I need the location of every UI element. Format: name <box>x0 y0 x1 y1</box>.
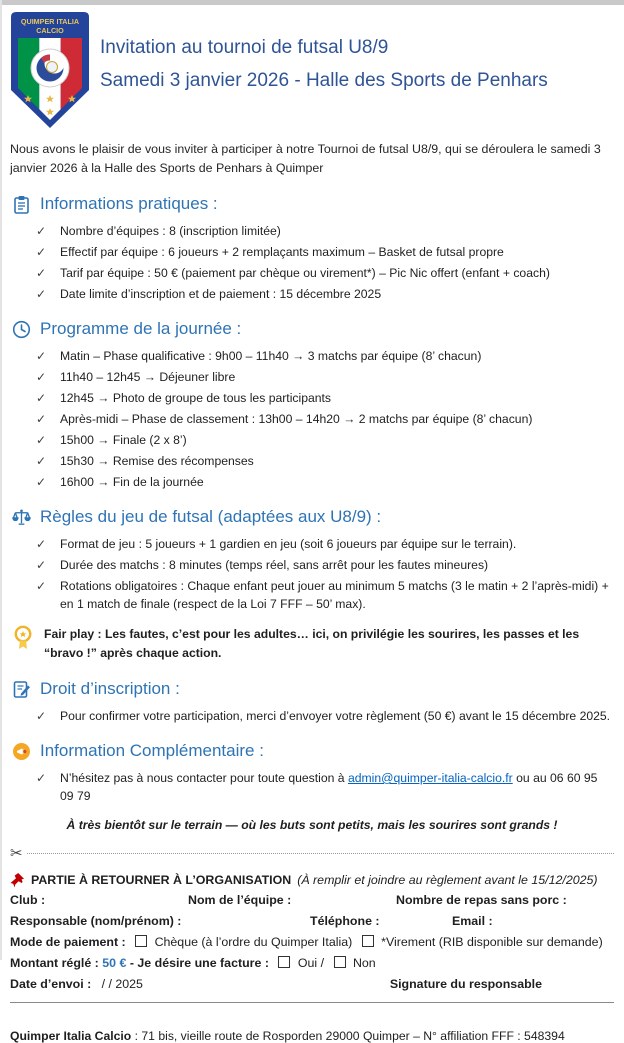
logo-club-name-line2: CALCIO <box>36 26 64 35</box>
form-row-payment <box>10 932 614 953</box>
club-field-label[interactable]: Club : <box>10 893 46 907</box>
check-icon: ✓ <box>36 287 47 301</box>
list-item: ✓ 12h45 → Photo de groupe de tous les participants <box>36 391 332 405</box>
section-title: Droit d’inscription : <box>40 679 180 698</box>
check-icon: ✓ <box>36 579 47 593</box>
invitation-document <box>2 11 624 1043</box>
list-item: ✓ 15h30 → Remise des récompenses <box>36 454 254 468</box>
list-item: ✓ Après-midi – Phase de classement : 13h00 – 14h20 → 2 matchs par équipe (8’ chacun) <box>36 412 533 426</box>
payment-mode-label: Mode de paiement : <box>10 935 126 949</box>
scales-icon <box>12 508 31 527</box>
intro-paragraph: Nous avons le plaisir de vous inviter à participer à notre Tournoi de futsal U8/9, qui se déroulera le samedi 3 janvier 2026 à la Halle des Sports de Penhars à Quimper <box>10 142 601 175</box>
list-item: ✓ Format de jeu : 5 joueurs + 1 gardien en jeu (soit 6 joueurs par équipe sur le terrain). <box>36 537 517 551</box>
section-title: Information Complémentaire : <box>40 741 264 760</box>
section-title: Programme de la journée : <box>40 319 242 338</box>
fair-play-note <box>12 625 614 663</box>
invoice-no-label: Non <box>352 956 376 970</box>
document-header <box>10 11 614 129</box>
section-title: Règles du jeu de futsal (adaptées aux U8/9) : <box>40 507 382 526</box>
form-title-note: (À remplir et joindre au règlement avant le 15/12/2025) <box>297 873 598 887</box>
list-item: ✓ Effectif par équipe : 6 joueurs + 2 remplaçants maximum – Basket de futsal propre <box>36 245 504 259</box>
form-title: PARTIE À RETOURNER À L’ORGANISATION <box>31 873 292 887</box>
list-item: ✓ Matin – Phase qualificative : 9h00 – 11h40 → 3 matchs par équipe (8’ chacun) <box>36 349 482 363</box>
check-icon: ✓ <box>36 475 47 489</box>
check-icon: ✓ <box>36 245 47 259</box>
memo-pen-icon <box>12 680 31 699</box>
check-icon: ✓ <box>36 224 47 238</box>
check-icon: ✓ <box>36 349 47 363</box>
send-date-value[interactable]: / / 2025 <box>101 977 143 991</box>
footer-divider <box>10 1002 614 1003</box>
phone-field-label[interactable]: Téléphone : <box>310 914 380 928</box>
fair-play-text: Fair play : Les fautes, c’est pour les adultes… ici, on privilégie les sourires, les passes et les “bravo !” après chaque action. <box>44 627 580 660</box>
list-item: ✓ 15h00 → Finale (2 x 8’) <box>36 433 187 447</box>
cheque-option-label: Chèque (à l’ordre du Quimper Italia) <box>154 935 353 949</box>
section-title: Informations pratiques : <box>40 194 218 213</box>
check-icon: ✓ <box>36 558 47 572</box>
section-informations-pratiques <box>10 193 614 303</box>
title-line-1: Invitation au tournoi de futsal U8/9 <box>100 37 389 58</box>
list-item: ✓ Rotations obligatoires : Chaque enfant peut jouer au minimum 5 matchs (3 le matin + 2 l’après-midi) + en 1 match de finale (respect de la Loi 7 FFF – 50’ max). <box>36 579 609 611</box>
list-item: ✓ 16h00 → Fin de la journée <box>36 475 204 489</box>
cheque-checkbox[interactable] <box>135 935 147 947</box>
responsible-field-label[interactable]: Responsable (nom/prénom) : <box>10 914 182 928</box>
invoice-yes-label: Oui <box>297 956 318 970</box>
section-regles <box>10 506 614 613</box>
contact-phone: ou au 06 60 95 09 79 <box>60 771 598 803</box>
send-date-label[interactable]: Date d’envoi : <box>10 977 92 991</box>
megaphone-icon <box>12 742 31 761</box>
list-item: ✓ Pour confirmer votre participation, merci d’envoyer votre règlement (50 €) avant le 15 décembre 2025. <box>36 709 611 723</box>
section-information-complementaire <box>10 740 614 805</box>
return-form <box>10 870 614 995</box>
check-icon: ✓ <box>36 537 47 551</box>
virement-option-label: *Virement (RIB disponible sur demande) <box>381 935 603 949</box>
signature-label: Signature du responsable <box>389 977 542 991</box>
email-link[interactable]: admin@quimper-italia-calcio.fr <box>347 771 513 785</box>
invoice-separator: / <box>320 956 325 970</box>
form-row-amount <box>10 953 614 974</box>
team-name-field-label[interactable]: Nom de l’équipe : <box>188 893 292 907</box>
check-icon: ✓ <box>36 771 47 785</box>
list-item: ✓ 11h40 – 12h45 → Déjeuner libre <box>36 370 236 384</box>
footer-club-name: Quimper Italia Calcio <box>10 1029 132 1043</box>
amount-paid-label: Montant réglé : <box>10 956 99 970</box>
scan-artifact-strip <box>2 0 624 5</box>
pushpin-icon <box>10 872 25 888</box>
invoice-yes-checkbox[interactable] <box>278 956 290 968</box>
check-icon: ✓ <box>36 433 47 447</box>
scissors-icon: ✂ <box>10 845 23 862</box>
contact-text: N’hésitez pas à nous contacter pour toute question à <box>60 771 348 785</box>
check-icon: ✓ <box>36 709 47 723</box>
section-droit-inscription <box>10 678 614 725</box>
cut-here-line <box>10 844 614 862</box>
footer-address <box>10 1029 614 1043</box>
form-row-date-signature <box>10 974 614 995</box>
invoice-no-checkbox[interactable] <box>334 956 346 968</box>
check-icon: ✓ <box>36 454 47 468</box>
invoice-question-label: - Je désire une facture : <box>129 956 269 970</box>
virement-checkbox[interactable] <box>362 935 374 947</box>
club-crest-logo <box>10 11 90 129</box>
form-row-club <box>10 890 614 911</box>
list-item: ✓ Nombre d’équipes : 8 (inscription limitée) <box>36 224 281 238</box>
list-item: ✓ Durée des matchs : 8 minutes (temps réel, sans arrêt pour les fautes mineures) <box>36 558 489 572</box>
form-row-responsible <box>10 911 614 932</box>
check-icon: ✓ <box>36 412 47 426</box>
logo-club-name-line1: QUIMPER ITALIA <box>20 17 80 26</box>
footer-address-text: : 71 bis, vieille route de Rosporden 29000 Quimper – N° affiliation FFF : 548394 <box>131 1029 565 1043</box>
dotted-rule <box>27 853 614 854</box>
list-item <box>36 769 614 805</box>
email-field-label[interactable]: Email : <box>452 914 493 928</box>
amount-value: 50 € <box>102 956 127 970</box>
clock-icon <box>12 320 31 339</box>
farewell-line: À très bientôt sur le terrain — où les buts sont petits, mais les sourires sont grands ! <box>66 818 558 832</box>
document-title <box>100 31 548 97</box>
list-item: ✓ Date limite d’inscription et de paiement : 15 décembre 2025 <box>36 287 382 301</box>
title-line-2: Samedi 3 janvier 2026 - Halle des Sports de Penhars <box>100 70 548 91</box>
section-programme <box>10 318 614 491</box>
medal-icon <box>12 625 34 651</box>
clipboard-icon <box>12 195 31 214</box>
list-item: ✓ Tarif par équipe : 50 € (paiement par chèque ou virement*) – Pic Nic offert (enfant + coach) <box>36 266 550 280</box>
meals-field-label[interactable]: Nombre de repas sans porc : <box>396 893 567 907</box>
check-icon: ✓ <box>36 266 47 280</box>
check-icon: ✓ <box>36 370 47 384</box>
check-icon: ✓ <box>36 391 47 405</box>
